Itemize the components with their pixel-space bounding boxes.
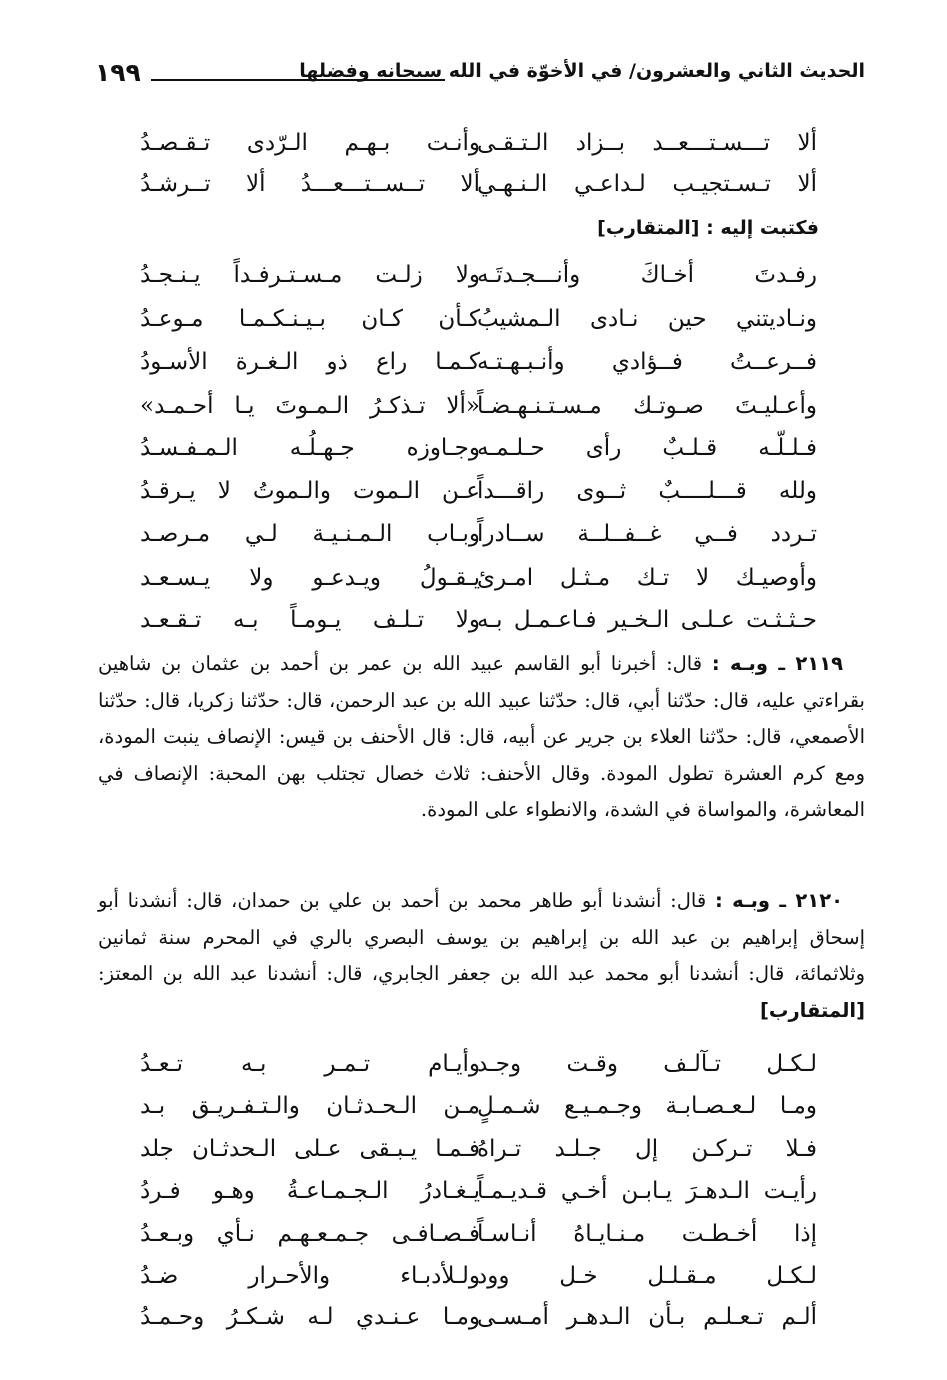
- verse-line: [100, 559, 847, 599]
- verse-first-hemistich: رأيـت الـدهـرَ يـابـن أخـي قـديـمـاً: [477, 1178, 817, 1204]
- hadith-paragraph-2120: [98, 883, 865, 1029]
- verse-second-hemistich: ألا تــســتـــعـــدُ ألا تــرشـدُ: [140, 171, 480, 197]
- verse-first-hemistich: ونـاديتني حين نـادى الـمشيبُ: [477, 306, 817, 332]
- verse-second-hemistich: يـغـادرُ الـجـمـاعـةُ وهـو فـردُ: [140, 1178, 480, 1204]
- verse-first-hemistich: ولله قـــلــــبٌ ثــوى راقـــداً: [477, 478, 817, 504]
- verse-line: [100, 300, 847, 340]
- verse-first-hemistich: ألـم تـعـلـم بـأن الـدهـر أمـسـى: [477, 1304, 817, 1330]
- verse-line: [100, 515, 847, 555]
- hadith-paragraph-2119: [98, 646, 865, 829]
- verse-line: [100, 1172, 847, 1212]
- poem-meter: [المتقارب]: [759, 998, 865, 1022]
- verse-line: [100, 1215, 847, 1255]
- verse-line: [100, 387, 847, 427]
- verse-line: [100, 601, 847, 641]
- verse-second-hemistich: كـمـا راع ذو الـغـرة الأسـودُ: [140, 349, 480, 375]
- verse-first-hemistich: تـردد فــي غــفــلــة ســادراً: [477, 521, 817, 547]
- verse-line: [100, 1130, 847, 1170]
- header-title: الحديث الثاني والعشرون/ في الأخوّة في الله سبحانه وفضلها: [299, 60, 865, 82]
- verse-first-hemistich: وأوصيـك لا تـك مـثـل امـرئ: [477, 565, 817, 591]
- verse-first-hemistich: فــرعــتُ فــؤادي وأنـبـهـتـه: [477, 349, 817, 375]
- verse-second-hemistich: ولـلأدبـاء والأحـرار ضـدُ: [140, 1263, 480, 1289]
- paragraph-text: قال: أنشدنا أبو طاهر محمد بن أحمد بن علي بن حمدان، قال: أنشدنا أبو إسحاق إبراهيم بن عبد الله بن إبراهيم بن يوسف البصري بالري في المحرم سنة ثمانين وثلاثمائة، قال: أنشدنا أبو محمد عبد الله بن جعفر الجابري، قال: أنشدنا عبد الله بن المعتز:: [98, 889, 865, 985]
- reply-meter: [المتقارب]: [597, 217, 700, 239]
- verse-second-hemistich: ولا تـلـف يـومـاً بـه تـقـعـد: [140, 607, 480, 633]
- verse-second-hemistich: فـمـا يـبـقى عـلى الـحدثـان جلد: [140, 1136, 480, 1162]
- verse-second-hemistich: يـقـولُ ويـدعـو ولا يـسـعـد: [140, 565, 480, 591]
- verse-first-hemistich: حـثـثـت عـلـى الـخـير فـاعـمـل بـه: [477, 607, 817, 633]
- verse-first-hemistich: رفـدتَ أخـاكَ وأنـــجـدتَـه: [477, 262, 817, 288]
- reply-intro: فكتبت إليه :: [706, 217, 819, 239]
- verse-second-hemistich: ولا زلـت مـسـتـرفـداً يـنـجـدُ: [140, 262, 480, 288]
- verse-first-hemistich: ألا تـسـتجيـب لـداعـي الـنـهـي: [477, 171, 817, 197]
- verse-first-hemistich: لـكـل تـآلـف وقـت وجـد: [477, 1051, 817, 1077]
- verse-first-hemistich: ألا تـــسـتـــعــد بــزاد الـتـقـى: [477, 130, 817, 156]
- verse-line: [100, 1087, 847, 1127]
- verse-line: [100, 472, 847, 512]
- verse-first-hemistich: فـلا تـركـن إل جـلـد تـراهُ: [477, 1136, 817, 1162]
- verse-first-hemistich: لـكـل مـقـلـل خـل وود: [477, 1263, 817, 1289]
- verse-second-hemistich: عـن الـموت والـموتُ لا يـرقـدُ: [140, 478, 480, 504]
- verse-second-hemistich: وأيـام تـمـر بـه تـعـدُ: [140, 1051, 480, 1077]
- verse-first-hemistich: ومـا لـعـصـابـة وجـمـيـع شـمـلٍ: [477, 1093, 817, 1119]
- verse-first-hemistich: وأعـليـتَ صـوتـك مـسـتـنـهـضـاً: [477, 393, 817, 419]
- reply-intro-line: [597, 213, 819, 243]
- verse-line: [100, 1257, 847, 1297]
- verse-line: [100, 165, 847, 205]
- verse-second-hemistich: فـصـافـى جـمـعـهـم نـأي وبـعـدُ: [140, 1221, 480, 1247]
- verse-line: [100, 343, 847, 383]
- paragraph-number: ٢١٢٠ ـ وبـه :: [714, 889, 844, 912]
- verse-first-hemistich: فـلـلّـه قـلـبٌ رأى حـلـمـه: [477, 435, 817, 461]
- paragraph-text: قال: أخبرنا أبو القاسم عبيد الله بن عمر بن أحمد بن عثمان بن شاهين بقراءتي عليه، قال: حدّثنا أبي، قال: حدّثنا عبيد الله بن عبد الرحمن، قال: حدّثنا زكريا، قال: حدّثنا الأصمعي، قال: حدّثنا العلاء بن جرير عن أبيه، قال: قال الأحنف بن قيس: الإنصاف ينبت المودة، ومع كرم العشرة تطول المودة. وقال الأحنف: ثلاث خصال تجتلب بهن المحبة: الإنصاف في المعاشرة، والمواساة في الشدة، والانطواء على المودة.: [98, 652, 865, 821]
- verse-second-hemistich: مـن الـحـدثـان والـتـفـريـق بـد: [140, 1093, 480, 1119]
- verse-line: [100, 1045, 847, 1085]
- verse-line: [100, 429, 847, 469]
- running-header: [95, 58, 865, 98]
- verse-second-hemistich: وبـاب الـمـنـيـة لـي مـرصـد: [140, 521, 480, 547]
- verse-second-hemistich: وأنـت بـهـم الـرّدى تـقـصـدُ: [140, 130, 480, 156]
- page-number: ١٩٩: [95, 58, 141, 87]
- verse-line: [100, 124, 847, 164]
- verse-second-hemistich: وجـاوزه جـهـلُـه الـمـفـسـدُ: [140, 435, 480, 461]
- verse-second-hemistich: ومـا عـنـدي لـه شـكـرُ وحـمـدُ: [140, 1304, 480, 1330]
- verse-line: [100, 1298, 847, 1338]
- verse-first-hemistich: إذا أخـطـت مـنـايـاهُ أنـاسـاً: [477, 1221, 817, 1247]
- header-rule: [151, 79, 445, 81]
- verse-second-hemistich: «ألا تـذكـرُ الـمـوتَ يـا أحـمـد»: [140, 393, 480, 419]
- paragraph-number: ٢١١٩ ـ وبـه :: [711, 652, 844, 675]
- verse-second-hemistich: كـأن كـان بـيـنـكـمـا مـوعـدُ: [140, 306, 480, 332]
- verse-line: [100, 256, 847, 296]
